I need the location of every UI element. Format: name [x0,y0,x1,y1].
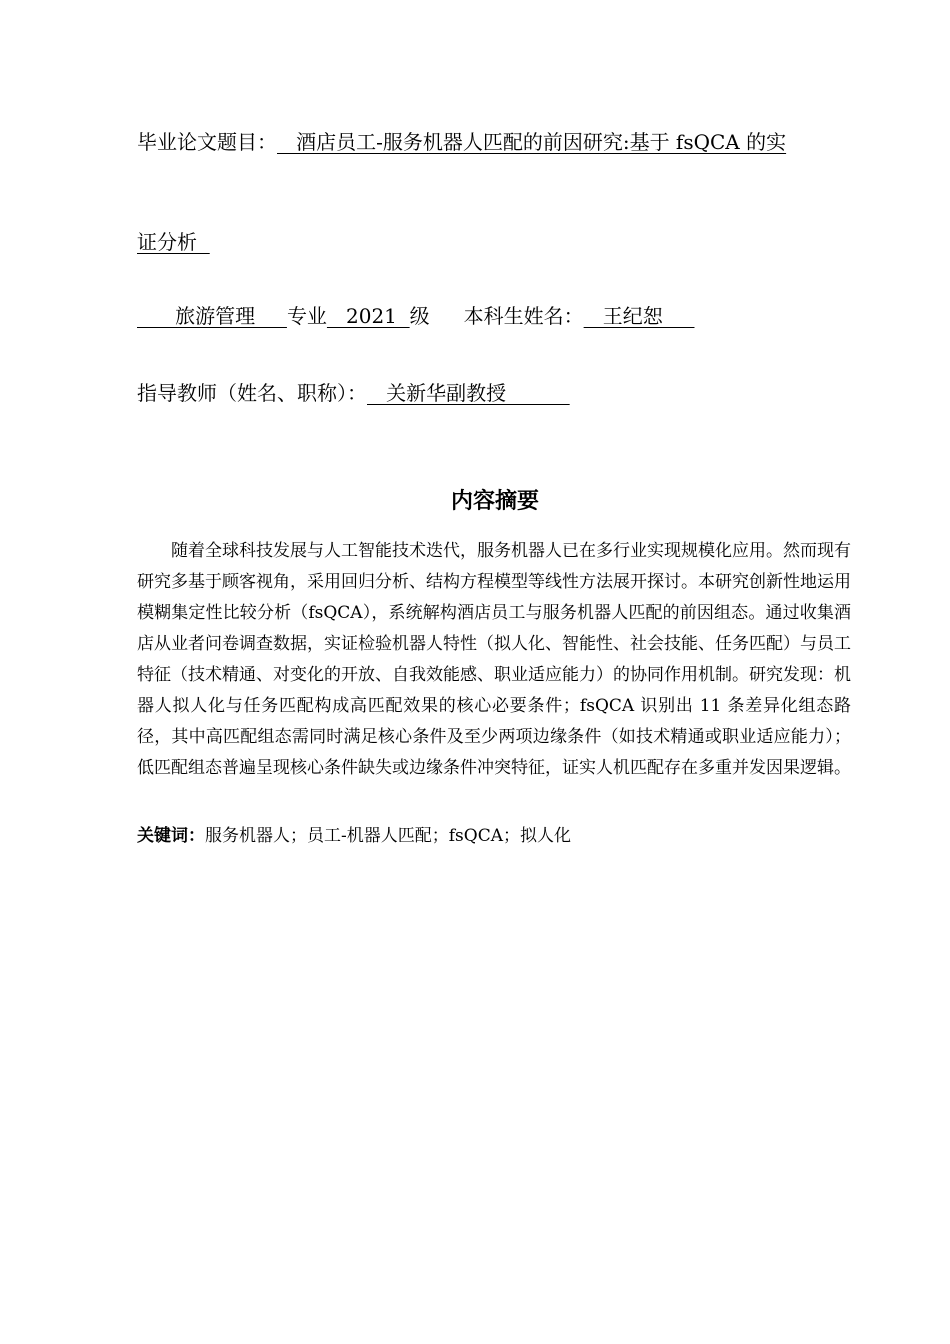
advisor-line [137,379,570,407]
student-name-label: 本科生姓名： [463,304,584,328]
major-suffix: 专业 [286,304,327,328]
thesis-title-label: 毕业论文题目： [137,130,277,154]
major-value: 旅游管理 [137,304,287,328]
thesis-title-continuation: 证分析 [137,230,210,254]
thesis-title-line-2 [137,228,210,256]
keywords-label: 关键词： [137,826,205,846]
keywords-value: 服务机器人；员工-机器人匹配；fsQCA；拟人化 [205,826,571,846]
year-suffix: 级 [409,304,430,328]
student-info-line [137,302,694,330]
student-name-value: 王纪恕 [583,304,695,328]
year-value: 2021 [326,304,410,328]
abstract-body: 随着全球科技发展与人工智能技术迭代，服务机器人已在多行业实现规模化应用。然而现有研究多基于顾客视角，采用回归分析、结构方程模型等线性方法展开探讨。本研究创新性地运用模糊集定性比较分析（fsQCA），系统解构酒店员工与服务机器人匹配的前因组态。通过收集酒店从业者问卷调查数据，实证检验机器人特性（拟人化、智能性、社会技能、任务匹配）与员工特征（技术精通、对变化的开放、自我效能感、职业适应能力）的协同作用机制。研究发现：机器人拟人化与任务匹配构成高匹配效果的核心必要条件；fsQCA 识别出 11 条差异化组态路径，其中高匹配组态需同时满足核心条件及至少两项边缘条件（如技术精通或职业适应能力）；低匹配组态普遍呈现核心条件缺失或边缘条件冲突特征，证实人机匹配存在多重并发因果逻辑。 [137,541,851,778]
abstract-heading: 内容摘要 [450,489,539,514]
keywords-line [137,821,851,852]
thesis-title-value: 酒店员工-服务机器人匹配的前因研究:基于 fsQCA 的实 [277,130,787,154]
thesis-title-line-1 [137,128,786,156]
advisor-label: 指导教师（姓名、职称）： [137,381,367,405]
advisor-value: 关新华副教授 [367,381,570,405]
